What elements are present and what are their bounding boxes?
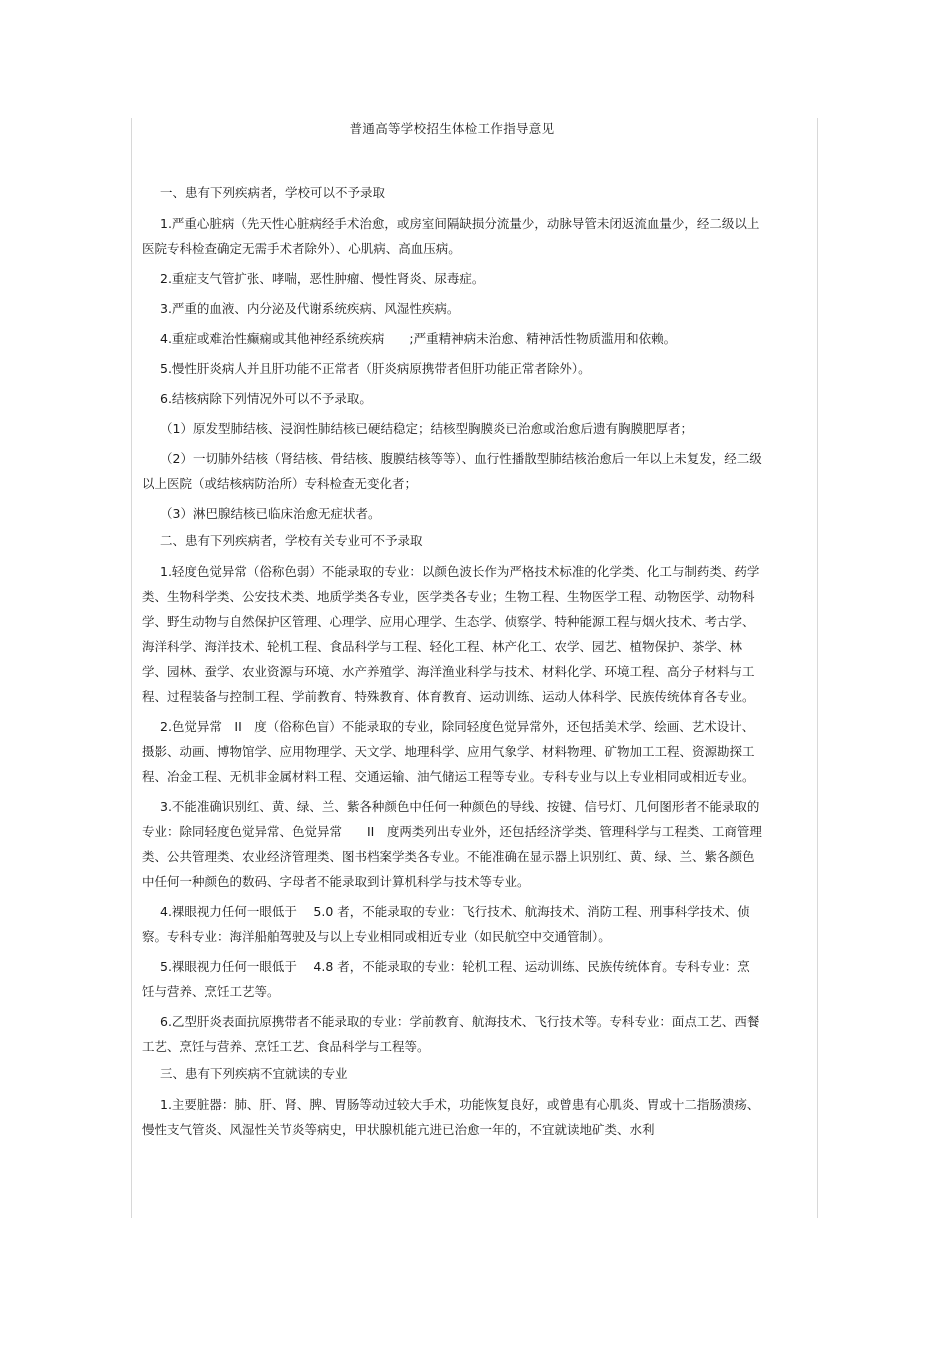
section-1-subitem: （1）原发型肺结核、浸润性肺结核已硬结稳定；结核型胸膜炎已治愈或治愈后遗有胸膜肥厚者； [160, 421, 693, 436]
section-1-item: 5.慢性肝炎病人并且肝功能不正常者（肝炎病原携带者但肝功能正常者除外）。 [160, 361, 591, 376]
section-2-item: 6.乙型肝炎表面抗原携带者不能录取的专业：学前教育、航海技术、飞行技术等。专科专业：面点工艺、西餐工艺、烹饪与营养、烹饪工艺、食品科学与工程等。 [142, 1014, 760, 1054]
section-2-item: 3.不能准确识别红、黄、绿、兰、紫各种颜色中任何一种颜色的导线、按键、信号灯、几何图形者不能录取的专业：除同轻度色觉异常、色觉异常 II 度两类列出专业外，还包括经济学类、管理科学与工程类、工商管理类、公共管理类、农业经济管理类、图书档案学类各专业。不能准确在显示器上识别红、黄、绿、兰、紫各颜色中任何一种颜色的数码、字母者不能录取到计算机科学与技术等专业。 [142, 799, 762, 889]
page-right-border [817, 118, 818, 1218]
section-1-item: 4.重症或难治性癫痫或其他神经系统疾病 ;严重精神病未治愈、精神活性物质滥用和依赖。 [160, 331, 677, 346]
section-1-item: 3.严重的血液、内分泌及代谢系统疾病、风湿性疾病。 [160, 301, 460, 316]
section-2-item: 2.色觉异常 II 度（俗称色盲）不能录取的专业，除同轻度色觉异常外，还包括美术学、绘画、艺术设计、摄影、动画、博物馆学、应用物理学、天文学、地理科学、应用气象学、材料物理、矿物加工工程、资源勘探工程、冶金工程、无机非金属材料工程、交通运输、油气储运工程等专业。专科专业与以上专业相同或相近专业。 [142, 719, 755, 784]
section-1-item: 6.结核病除下列情况外可以不予录取。 [160, 391, 372, 406]
document-title: 普通高等学校招生体检工作指导意见 [349, 121, 555, 136]
section-1-item: 2.重症支气管扩张、哮喘，恶性肿瘤、慢性肾炎、尿毒症。 [160, 271, 485, 286]
section-1-subitem: （3）淋巴腺结核已临床治愈无症状者。 [160, 506, 381, 521]
section-2-heading: 二、患有下列疾病者，学校有关专业可不予录取 [160, 533, 423, 548]
section-2-item: 4.裸眼视力任何一眼低于 5.0 者，不能录取的专业：飞行技术、航海技术、消防工程、刑事科学技术、侦察。专科专业：海洋船舶驾驶及与以上专业相同或相近专业（如民航空中交通管制）。 [142, 904, 750, 944]
document-page [142, 119, 762, 1147]
section-3-heading: 三、患有下列疾病不宜就读的专业 [160, 1066, 348, 1081]
page-left-border [131, 118, 132, 1218]
section-3-item: 1.主要脏器：肺、肝、肾、脾、胃肠等动过较大手术，功能恢复良好，或曾患有心肌炎、胃或十二指肠溃疡、慢性支气管炎、风湿性关节炎等病史，甲状腺机能亢进已治愈一年的，不宜就读地矿类、水利 [142, 1097, 760, 1137]
section-1-heading: 一、患有下列疾病者，学校可以不予录取 [160, 185, 386, 200]
section-1-item: 1.严重心脏病（先天性心脏病经手术治愈，或房室间隔缺损分流量少，动脉导管未闭返流血量少，经二级以上医院专科检查确定无需手术者除外）、心肌病、高血压病。 [142, 216, 760, 256]
section-2-item: 5.裸眼视力任何一眼低于 4.8 者，不能录取的专业：轮机工程、运动训练、民族传统体育。专科专业：烹饪与营养、烹饪工艺等。 [142, 959, 750, 999]
section-2-item: 1.轻度色觉异常（俗称色弱）不能录取的专业：以颜色波长作为严格技术标准的化学类、化工与制药类、药学类、生物科学类、公安技术类、地质学类各专业，医学类各专业；生物工程、生物医学工程、动物医学、动物科学、野生动物与自然保护区管理、心理学、应用心理学、生态学、侦察学、特种能源工程与烟火技术、考古学、海洋科学、海洋技术、轮机工程、食品科学与工程、轻化工程、林产化工、农学、园艺、植物保护、茶学、林学、园林、蚕学、农业资源与环境、水产养殖学、海洋渔业科学与技术、材料化学、环境工程、高分子材料与工程、过程装备与控制工程、学前教育、特殊教育、体育教育、运动训练、运动人体科学、民族传统体育各专业。 [142, 564, 760, 704]
section-1-subitem: （2）一切肺外结核（肾结核、骨结核、腹膜结核等等）、血行性播散型肺结核治愈后一年以上未复发，经二级以上医院（或结核病防治所）专科检查无变化者； [142, 451, 762, 491]
